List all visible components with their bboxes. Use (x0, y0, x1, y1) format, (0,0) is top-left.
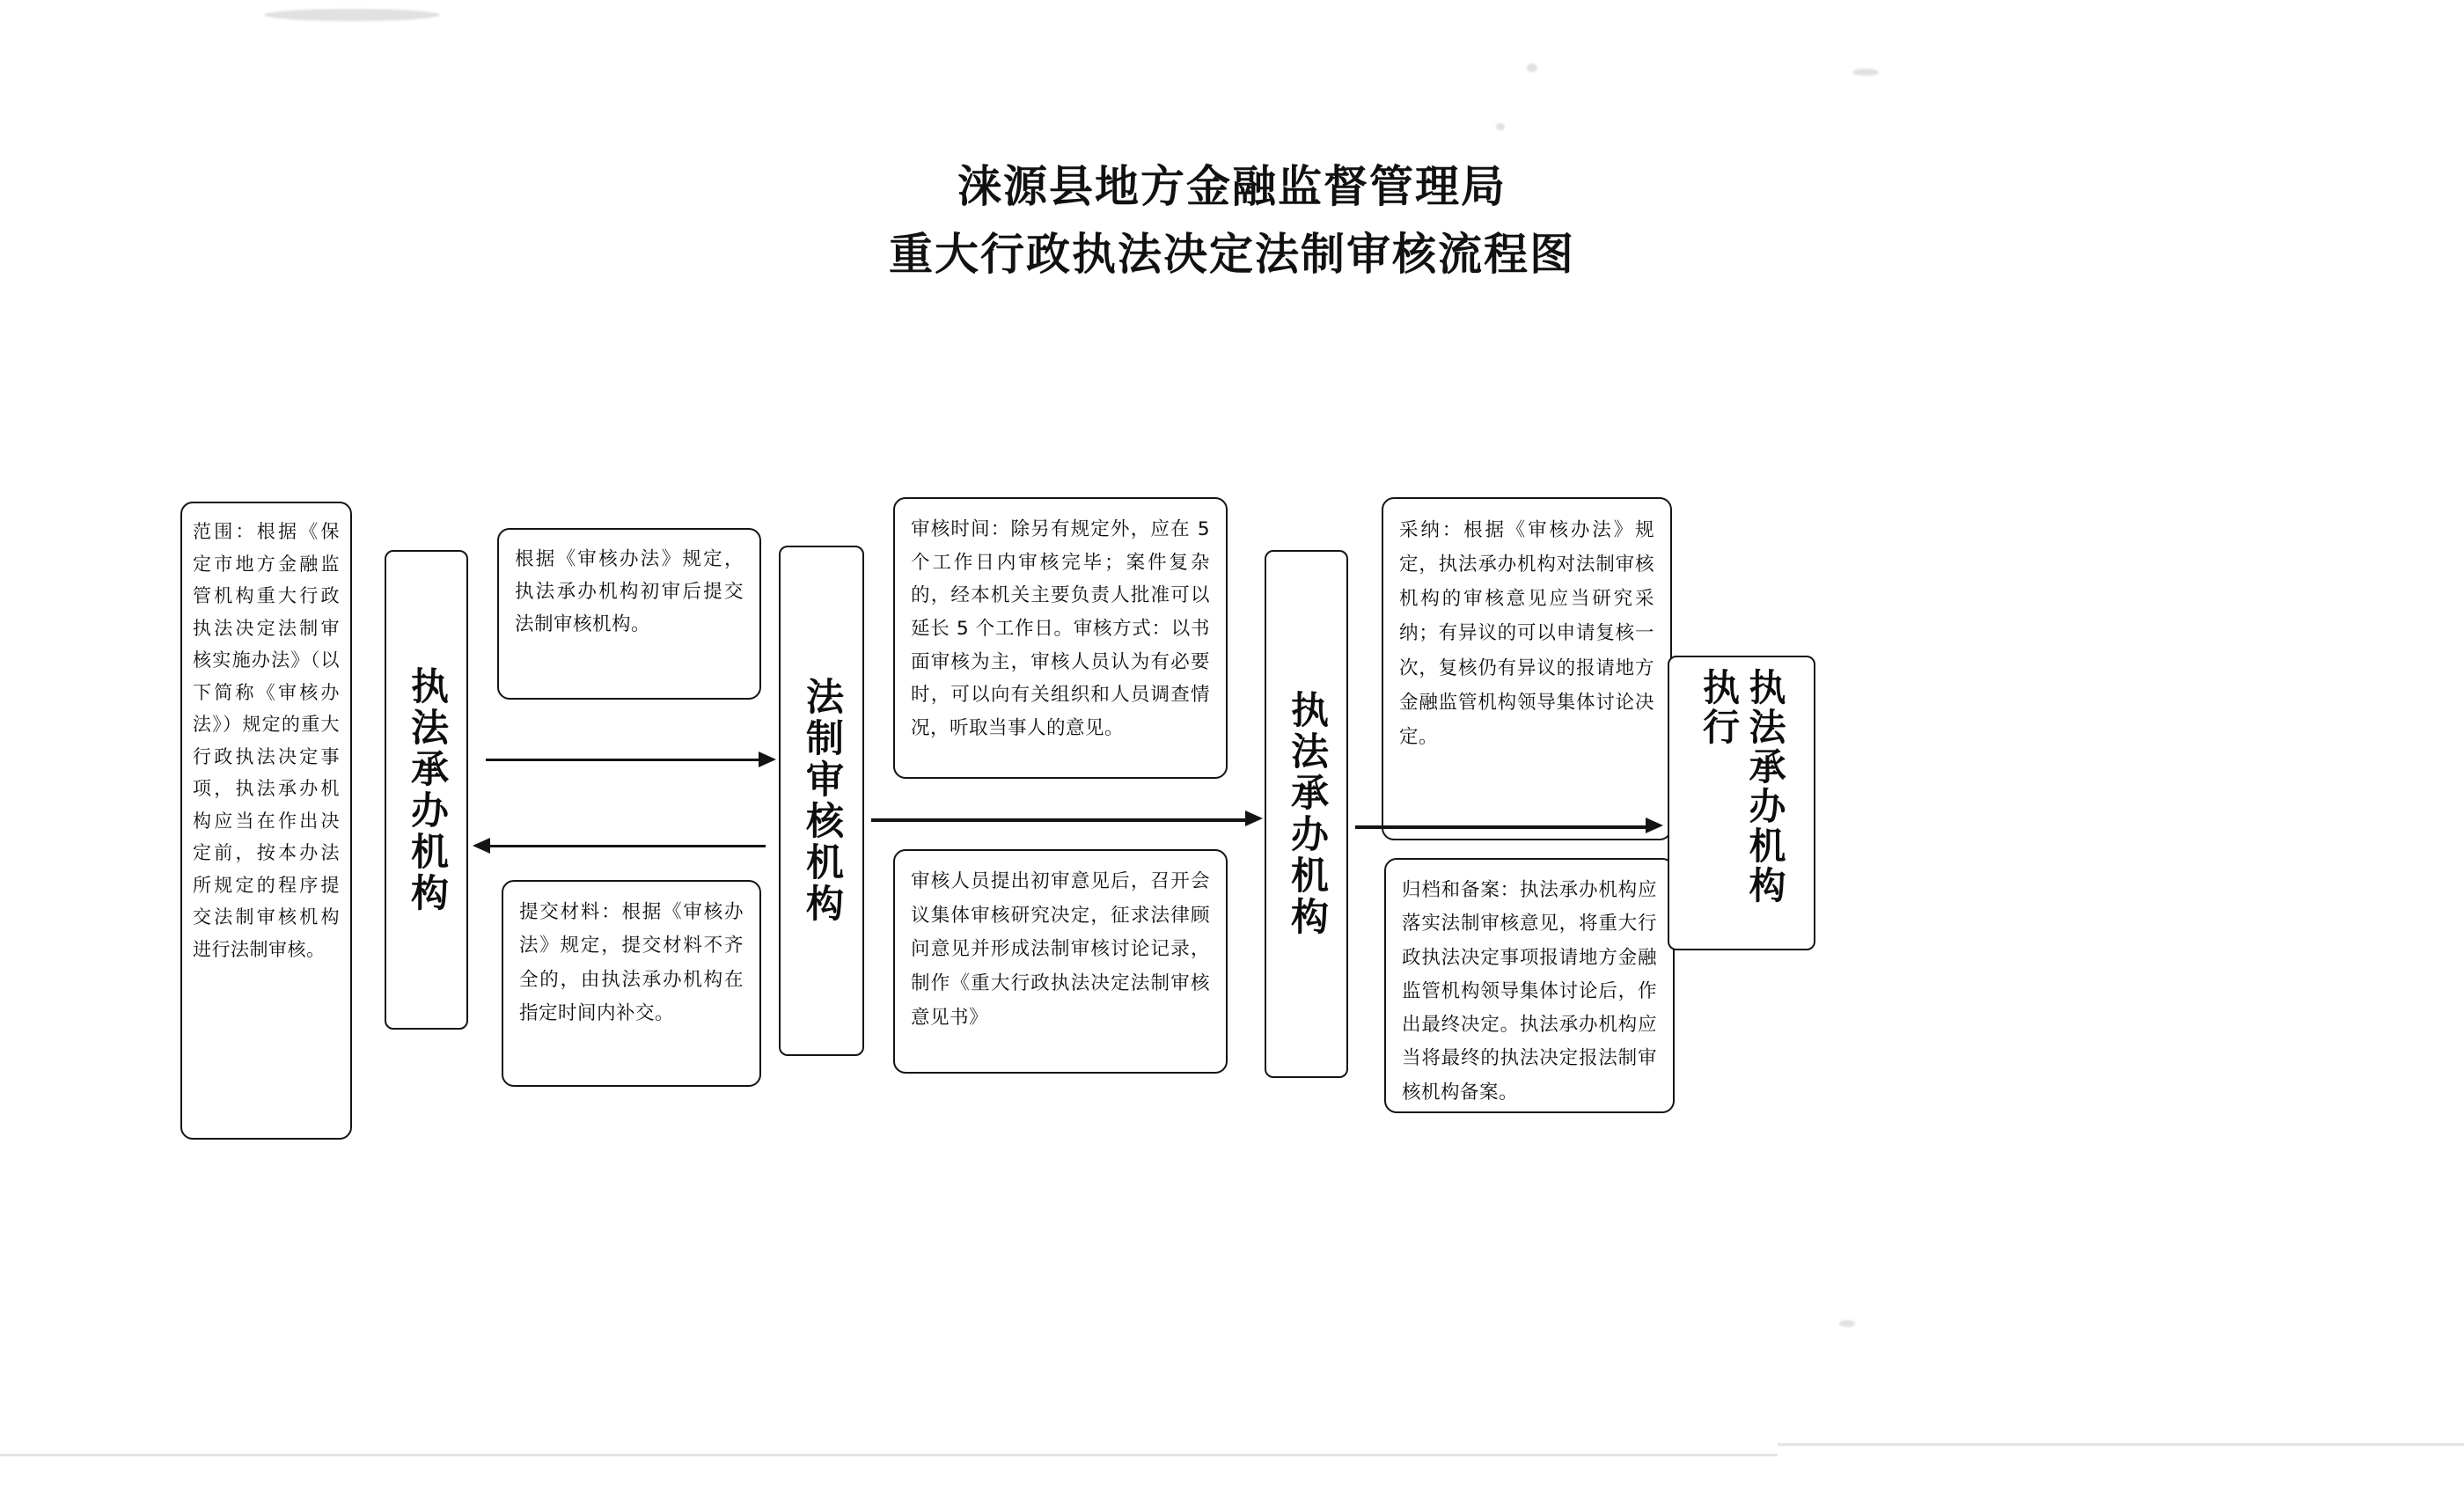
collective-review-meeting-text: 审核人员提出初审意见后，召开会议集体审核研究决定，征求法律顾问意见并形成法制审核讨论记录，制作《重大行政执法决定法制审核意见书》 (911, 870, 1210, 1029)
opinion-adoption-text: 采纳：根据《审核办法》规定，执法承办机构对法制审核机构的审核意见应当研究采纳；有异议的可以申请复核一次，复核仍有异议的报请地方金融监管机构领导集体讨论决定。 (1399, 519, 1654, 748)
scan-artifact-bottom-line-2 (1778, 1443, 2464, 1446)
arrow-backward-1-line (488, 845, 766, 847)
legal-review-organ-box (779, 546, 864, 1056)
arrow-forward-2-head (1245, 810, 1263, 826)
enforcement-execution-label: 执法承办机构执行 (1698, 668, 1787, 906)
enforcement-agency-box-2 (1265, 550, 1348, 1078)
scope-box (180, 502, 352, 1140)
collective-review-meeting-note (893, 849, 1228, 1074)
arrow-forward-3-line (1355, 825, 1650, 829)
page-title (0, 154, 2464, 290)
review-time-method-note (893, 497, 1228, 779)
arrow-forward-3-head (1646, 818, 1663, 833)
title-line-1: 涞源县地方金融监督管理局 (957, 160, 1507, 212)
enforcement-execution-box (1668, 656, 1815, 950)
arrow-forward-1-head (759, 752, 776, 767)
initial-review-submission-text: 根据《审核办法》规定，执法承办机构初审后提交法制审核机构。 (515, 548, 744, 635)
scope-box-text: 范围：根据《保定市地方金融监管机构重大行政执法决定法制审核实施办法》（以下简称《审核办法》）规定的重大行政执法决定事项，执法承办机构应当在作出决定前，按本办法所规定的程序提交法制审核机构进行法制审核。 (193, 521, 340, 960)
arrow-forward-1-line (486, 759, 763, 761)
scan-artifact-dot-1 (1527, 63, 1537, 72)
scan-artifact-bottom-line (0, 1454, 1778, 1456)
scan-artifact-top (264, 9, 440, 21)
material-supplement-text: 提交材料：根据《审核办法》规定，提交材料不齐全的，由执法承办机构在指定时间内补交。 (519, 901, 744, 1024)
scan-artifact-dot-3 (1496, 123, 1505, 130)
archive-filing-note (1384, 858, 1675, 1113)
scan-artifact-dot-4 (1839, 1320, 1855, 1327)
scan-artifact-dot-2 (1852, 69, 1879, 76)
legal-review-organ-label: 法制审核机构 (800, 677, 845, 925)
enforcement-agency-label-2: 执法承办机构 (1285, 690, 1330, 938)
arrow-backward-1-head (473, 838, 490, 854)
archive-filing-text: 归档和备案：执法承办机构应落实法制审核意见，将重大行政执法决定事项报请地方金融监管机构领导集体讨论后，作出最终决定。执法承办机构应当将最终的执法决定报法制审核机构备案。 (1402, 879, 1657, 1104)
initial-review-submission-note (497, 528, 761, 700)
material-supplement-note (502, 880, 761, 1087)
arrow-forward-2-line (871, 818, 1250, 822)
title-line-2: 重大行政执法决定法制审核流程图 (889, 228, 1575, 280)
enforcement-agency-box-1 (385, 550, 468, 1030)
opinion-adoption-note (1382, 497, 1672, 840)
enforcement-agency-label-1: 执法承办机构 (405, 665, 450, 914)
review-time-method-text: 审核时间：除另有规定外，应在 5 个工作日内审核完毕；案件复杂的，经本机关主要负责人批准可以延长 5 个工作日。审核方式：以书面审核为主，审核人员认为有必要时，可以向有关组织和人员调查情况，听取当事人的意见。 (911, 518, 1210, 739)
